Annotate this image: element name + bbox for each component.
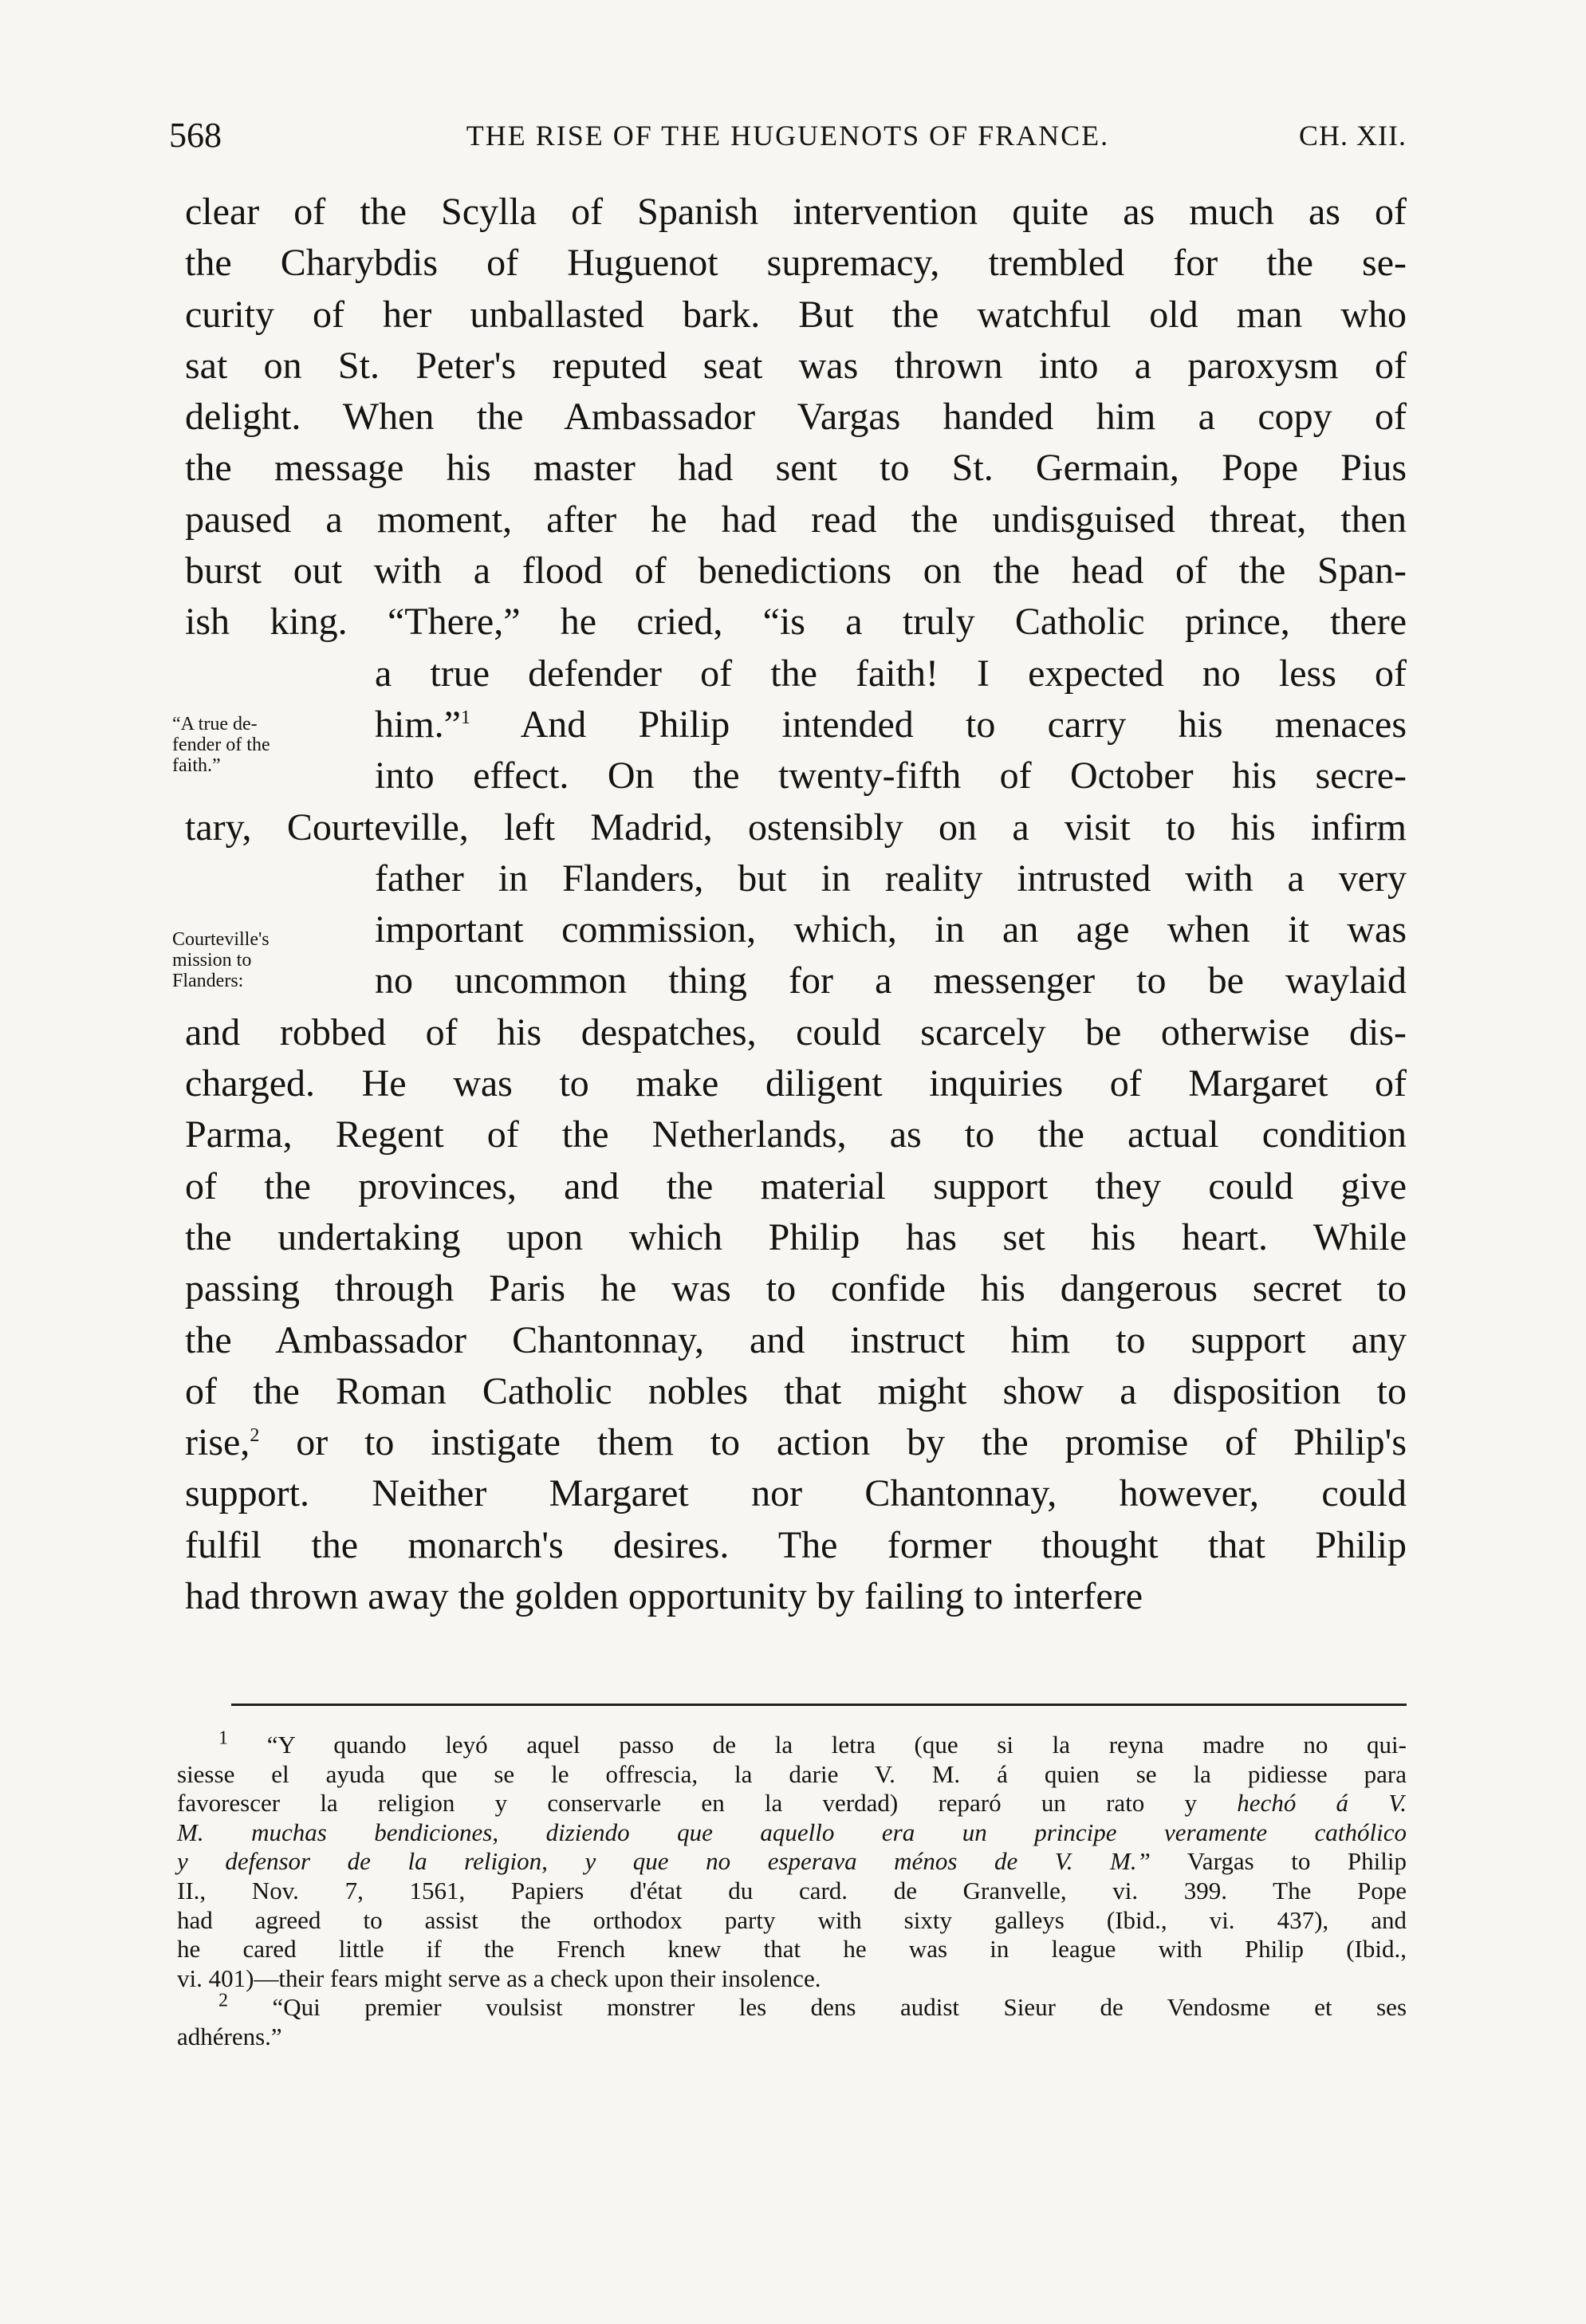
body-text — [185, 187, 1407, 1622]
body-line: a true defender of the faith! I expected no less of — [375, 652, 1407, 695]
body-line: father in Flanders, but in reality intrusted with a very — [375, 857, 1407, 900]
body-line: Parma, Regent of the Netherlands, as to the actual condition — [185, 1113, 1407, 1156]
footnote-italic: M. muchas bendiciones, diziendo que aquello era un principe veramente cathólico — [177, 1818, 1407, 1846]
running-title: THE RISE OF THE HUGUENOTS OF FRANCE. — [466, 120, 1110, 152]
body-line: the undertaking upon which Philip has set his heart. While — [185, 1215, 1407, 1259]
footnote-line: siesse el ayuda que se le offrescia, la darie V. M. á quien se la pidiesse para — [177, 1759, 1407, 1788]
body-line — [185, 699, 1407, 750]
footnote-text: Vargas to Philip — [1187, 1847, 1407, 1876]
footnote-line: adhérens.” — [177, 2022, 282, 2050]
body-line: tary, Courteville, left Madrid, ostensibly on a visit to his infirm — [185, 806, 1407, 849]
footnote-italic: y defensor de la religion, y que no esperava ménos de V. M.” — [177, 1847, 1151, 1876]
body-line: charged. He was to make diligent inquiries of Margaret of — [185, 1062, 1407, 1105]
body-line: and robbed of his despatches, could scarcely be otherwise dis- — [185, 1010, 1407, 1054]
body-line: fulfil the monarch's desires. The former thought that Philip — [185, 1523, 1407, 1566]
footnote-ref: 1 — [460, 707, 470, 728]
footnote-line — [177, 1789, 1407, 1818]
margin-note-line: “A true de- — [172, 714, 258, 735]
running-header — [169, 112, 1407, 160]
footnote-text: favorescer la religion y conservarle en la verdad) reparó un rato y — [177, 1789, 1198, 1818]
body-line: no uncommon thing for a messenger to be waylaid — [375, 959, 1407, 1002]
margin-note-line: Flanders: — [172, 971, 244, 991]
body-fragment: or to instigate them to action by the promise of Philip's — [259, 1421, 1407, 1464]
footnote-line — [177, 1847, 1407, 1877]
footnote-number: 1 — [218, 1727, 228, 1749]
body-line: support. Neither Margaret nor Chantonnay, however, could — [185, 1472, 1407, 1515]
body-line: the message his master had sent to St. Germain, Pope Pius — [185, 447, 1407, 490]
footnote-line: II., Nov. 7, 1561, Papiers d'état du card. de Granvelle, vi. 399. The Pope — [177, 1876, 1407, 1904]
body-line: delight. When the Ambassador Vargas handed him a copy of — [185, 396, 1407, 439]
body-fragment: him.” — [375, 703, 461, 746]
body-line: curity of her unballasted bark. But the watchful old man who — [185, 293, 1407, 336]
body-line: of the provinces, and the material support they could give — [185, 1164, 1407, 1207]
footnote-line — [177, 1818, 1407, 1848]
body-line: had thrown away the golden opportunity by failing to interfere — [185, 1575, 1143, 1618]
body-line: burst out with a flood of benedictions on the head of the Span- — [185, 549, 1407, 593]
body-line: the Ambassador Chantonnay, and instruct him to support any — [185, 1318, 1407, 1361]
body-line — [185, 1417, 1407, 1468]
footnote-line: he cared little if the French knew that he was in league with Philip (Ibid., — [177, 1935, 1407, 1964]
body-line: of the Roman Catholic nobles that might show a disposition to — [185, 1369, 1407, 1412]
margin-note-line: mission to — [172, 950, 252, 971]
body-line: important commission, which, in an age when it was — [375, 908, 1407, 951]
footnote-italic: hechó á V. — [1237, 1789, 1407, 1818]
footnote-text: “Qui premier voulsist monstrer les dens audist Sieur de Vendosme et ses — [272, 1993, 1407, 2022]
margin-note-line: fender of the — [172, 735, 270, 755]
body-line: into effect. On the twenty-fifth of October his secre- — [375, 754, 1407, 798]
footnote-line: had agreed to assist the orthodox party with sixty galleys (Ibid., vi. 437), and — [177, 1905, 1407, 1934]
body-line: passing through Paris he was to confide his dangerous secret to — [185, 1267, 1407, 1310]
margin-note-line: Courteville's — [172, 929, 270, 950]
footnotes — [177, 1727, 1407, 2052]
footnote-number: 2 — [218, 1991, 228, 2012]
margin-note-courteville-mission — [172, 929, 356, 991]
body-line: sat on St. Peter's reputed seat was thrown into a paroxysm of — [185, 344, 1407, 387]
margin-note-true-defender — [172, 714, 356, 776]
margin-note-line: faith.” — [172, 755, 221, 776]
footnote-divider — [231, 1704, 1407, 1706]
body-line: the Charybdis of Huguenot supremacy, trembled for the se- — [185, 242, 1407, 285]
body-line: ish king. “There,” he cried, “is a truly Catholic prince, there — [185, 601, 1407, 644]
chapter-marker: CH. XII. — [1299, 120, 1407, 152]
footnote-line — [177, 1727, 1407, 1760]
body-line: clear of the Scylla of Spanish intervention quite as much as of — [185, 191, 1407, 233]
body-line: paused a moment, after he had read the undisguised threat, then — [185, 498, 1407, 541]
footnote-ref: 2 — [250, 1425, 260, 1447]
body-fragment: rise, — [185, 1421, 250, 1464]
footnote-line: vi. 401)—their fears might serve as a check upon their insolence. — [177, 1964, 821, 1992]
body-fragment: And Philip intended to carry his menaces — [520, 703, 1407, 746]
footnote-line — [177, 1993, 1407, 2023]
footnote-text: “Y quando leyó aquel passo de la letra (que si la reyna madre no qui- — [266, 1731, 1407, 1759]
page-number: 568 — [169, 116, 222, 155]
